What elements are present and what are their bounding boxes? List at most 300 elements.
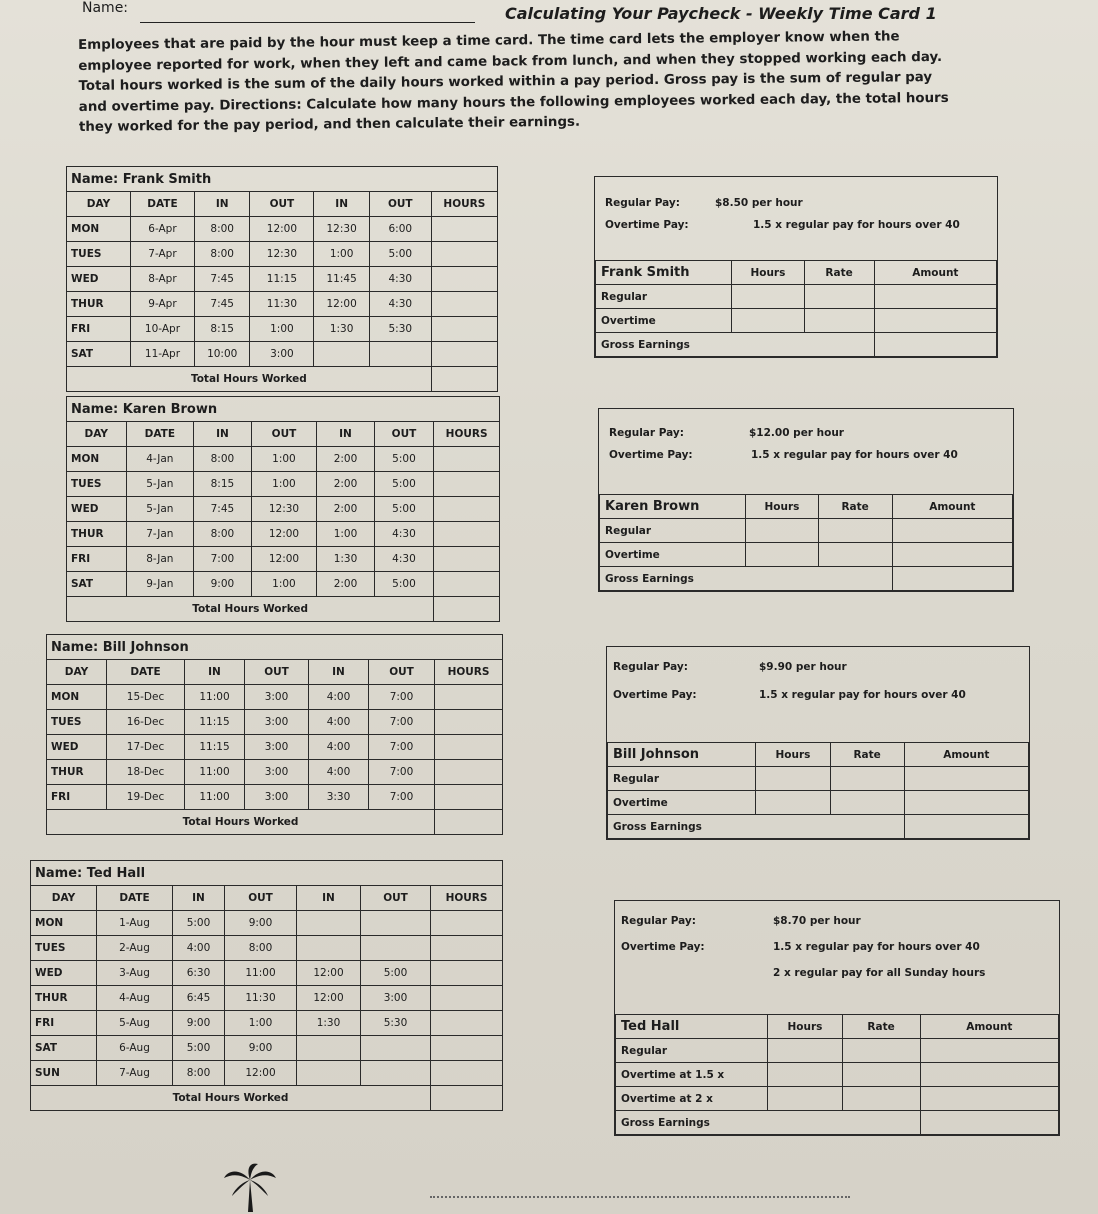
time-cell <box>297 1036 361 1061</box>
column-header: Amount <box>892 495 1012 519</box>
answer-cell[interactable] <box>892 519 1012 543</box>
time-cell: 7:00 <box>369 785 435 810</box>
time-cell: THUR <box>31 986 97 1011</box>
hours-cell[interactable] <box>431 342 497 367</box>
earnings-row-label: Regular <box>600 519 746 543</box>
name-blank-line[interactable] <box>140 22 475 23</box>
column-header: Rate <box>842 1015 920 1039</box>
earnings-row-label: Gross Earnings <box>616 1111 921 1135</box>
time-cell: 1:00 <box>314 242 369 267</box>
time-cell: 3:00 <box>245 785 309 810</box>
answer-cell[interactable] <box>768 1087 842 1111</box>
time-cell: 12:00 <box>251 547 317 572</box>
time-cell: SAT <box>31 1036 97 1061</box>
column-header: HOURS <box>431 886 503 911</box>
answer-cell[interactable] <box>904 791 1028 815</box>
time-cell: 4-Aug <box>97 986 173 1011</box>
table-row <box>31 1036 503 1061</box>
employee-name: Name: Bill Johnson <box>47 635 503 660</box>
total-hours-label: Total Hours Worked <box>47 810 435 835</box>
time-cell: 7:45 <box>194 497 251 522</box>
time-cell: 12:00 <box>297 986 361 1011</box>
column-header: IN <box>194 422 251 447</box>
column-header: OUT <box>361 886 431 911</box>
time-cell <box>361 1036 431 1061</box>
answer-cell[interactable] <box>732 285 804 309</box>
earnings-row <box>608 767 1029 791</box>
time-cell: 11:00 <box>185 785 245 810</box>
time-cell: 4:30 <box>374 522 434 547</box>
time-cell: 8:00 <box>194 447 251 472</box>
time-cell: 9:00 <box>173 1011 225 1036</box>
table-row <box>67 292 498 317</box>
earnings-row-label: Overtime <box>596 309 732 333</box>
hours-cell[interactable] <box>431 986 503 1011</box>
hours-cell[interactable] <box>431 217 497 242</box>
regular-pay-rate: $8.50 per hour <box>715 197 803 209</box>
answer-cell[interactable] <box>842 1087 920 1111</box>
time-cell: 12:30 <box>314 217 369 242</box>
earnings-row <box>600 543 1013 567</box>
answer-cell[interactable] <box>768 1063 842 1087</box>
column-header: Amount <box>874 261 996 285</box>
table-row <box>47 785 503 810</box>
time-cell: 12:00 <box>250 217 314 242</box>
earnings-box-3 <box>606 646 1030 840</box>
answer-cell[interactable] <box>756 791 830 815</box>
column-header: Rate <box>818 495 892 519</box>
hours-cell[interactable] <box>435 735 503 760</box>
time-cell: 5:00 <box>173 911 225 936</box>
time-cell: TUES <box>67 472 127 497</box>
time-cell: FRI <box>67 317 131 342</box>
answer-cell[interactable] <box>892 567 1012 591</box>
column-header: Hours <box>768 1015 842 1039</box>
time-cell: 6-Apr <box>130 217 194 242</box>
time-cell: WED <box>67 267 131 292</box>
answer-cell[interactable] <box>746 519 818 543</box>
table-row <box>67 522 500 547</box>
regular-pay-rate: $8.70 per hour <box>773 915 861 927</box>
answer-cell[interactable] <box>920 1063 1058 1087</box>
time-cell: 3:00 <box>245 760 309 785</box>
column-header: DATE <box>97 886 173 911</box>
timecard-header-row <box>67 422 500 447</box>
time-cell: 19-Dec <box>107 785 185 810</box>
time-cell: 9:00 <box>225 1036 297 1061</box>
time-cell: 1:00 <box>317 522 374 547</box>
time-cell: 2-Aug <box>97 936 173 961</box>
table-row <box>67 267 498 292</box>
answer-cell[interactable] <box>874 333 996 357</box>
table-row <box>47 710 503 735</box>
time-cell: 3-Aug <box>97 961 173 986</box>
time-cell <box>361 936 431 961</box>
column-header: OUT <box>251 422 317 447</box>
time-cell: 1-Aug <box>97 911 173 936</box>
footer-dotted-line <box>430 1196 850 1198</box>
employee-name: Name: Karen Brown <box>67 397 500 422</box>
hours-cell[interactable] <box>434 447 500 472</box>
answer-cell[interactable] <box>804 285 874 309</box>
earnings-box-1 <box>594 176 998 358</box>
table-row <box>31 911 503 936</box>
answer-cell[interactable] <box>746 543 818 567</box>
earnings-row-label: Regular <box>608 767 756 791</box>
time-cell <box>314 342 369 367</box>
time-cell <box>297 911 361 936</box>
time-cell: 2:00 <box>317 497 374 522</box>
column-header: HOURS <box>434 422 500 447</box>
answer-cell[interactable] <box>920 1087 1058 1111</box>
table-row <box>31 1061 503 1086</box>
hours-cell[interactable] <box>431 961 503 986</box>
column-header: IN <box>317 422 374 447</box>
column-header: Hours <box>746 495 818 519</box>
table-row <box>67 217 498 242</box>
overtime-pay-rule: 1.5 x regular pay for hours over 40 <box>773 941 980 953</box>
time-cell: 4:30 <box>374 547 434 572</box>
regular-pay-label: Regular Pay: <box>621 915 696 927</box>
hours-cell[interactable] <box>431 242 497 267</box>
hours-cell[interactable] <box>435 760 503 785</box>
total-hours-cell[interactable] <box>431 1086 503 1111</box>
column-header: DAY <box>31 886 97 911</box>
column-header: HOURS <box>435 660 503 685</box>
time-cell: 8-Jan <box>126 547 194 572</box>
time-cell: 5-Aug <box>97 1011 173 1036</box>
hours-cell[interactable] <box>431 1036 503 1061</box>
earnings-row-label: Gross Earnings <box>600 567 893 591</box>
total-hours-cell[interactable] <box>434 597 500 622</box>
earnings-row <box>596 309 997 333</box>
column-header: OUT <box>250 192 314 217</box>
earnings-row-label: Overtime <box>600 543 746 567</box>
time-cell: 11:15 <box>250 267 314 292</box>
column-header: DAY <box>67 422 127 447</box>
answer-cell[interactable] <box>904 815 1028 839</box>
timecard-2 <box>66 396 500 622</box>
earnings-row <box>616 1039 1059 1063</box>
overtime-pay-rule: 1.5 x regular pay for hours over 40 <box>759 689 966 701</box>
hours-cell[interactable] <box>431 1061 503 1086</box>
time-cell: 1:30 <box>317 547 374 572</box>
time-cell: 1:30 <box>297 1011 361 1036</box>
time-cell: 4:30 <box>369 267 431 292</box>
hours-cell[interactable] <box>434 497 500 522</box>
answer-cell[interactable] <box>756 767 830 791</box>
column-header: IN <box>173 886 225 911</box>
answer-cell[interactable] <box>768 1039 842 1063</box>
time-cell: MON <box>31 911 97 936</box>
time-cell <box>369 342 431 367</box>
time-cell: 5:00 <box>369 242 431 267</box>
time-cell: 2:00 <box>317 472 374 497</box>
employee-name: Frank Smith <box>596 261 732 285</box>
hours-cell[interactable] <box>434 472 500 497</box>
earnings-row <box>616 1111 1059 1135</box>
time-cell: FRI <box>47 785 107 810</box>
answer-cell[interactable] <box>892 543 1012 567</box>
time-cell: 11:30 <box>250 292 314 317</box>
time-cell <box>297 936 361 961</box>
earnings-row-label: Regular <box>596 285 732 309</box>
time-cell: 8:00 <box>194 242 249 267</box>
timecard-1 <box>66 166 498 392</box>
answer-cell[interactable] <box>732 309 804 333</box>
answer-cell[interactable] <box>818 543 892 567</box>
regular-pay-rate: $9.90 per hour <box>759 661 847 673</box>
time-cell: 5:00 <box>361 961 431 986</box>
time-cell: 5:30 <box>361 1011 431 1036</box>
time-cell: 5:00 <box>374 497 434 522</box>
time-cell: WED <box>67 497 127 522</box>
earnings-row <box>600 567 1013 591</box>
time-cell: 6:45 <box>173 986 225 1011</box>
total-hours-cell[interactable] <box>431 367 497 392</box>
earnings-row <box>596 333 997 357</box>
time-cell: 17-Dec <box>107 735 185 760</box>
time-cell: MON <box>67 447 127 472</box>
answer-cell[interactable] <box>842 1063 920 1087</box>
total-hours-label: Total Hours Worked <box>67 597 434 622</box>
palm-tree-icon <box>222 1162 278 1212</box>
time-cell: 12:00 <box>314 292 369 317</box>
time-cell: 4:00 <box>309 685 369 710</box>
table-row <box>67 447 500 472</box>
time-cell: 11:30 <box>225 986 297 1011</box>
time-cell: 9:00 <box>194 572 251 597</box>
column-header: OUT <box>245 660 309 685</box>
time-cell: 7-Jan <box>126 522 194 547</box>
employee-name: Name: Ted Hall <box>31 861 503 886</box>
earnings-box-4 <box>614 900 1060 1136</box>
time-cell: 3:30 <box>309 785 369 810</box>
time-cell: SAT <box>67 572 127 597</box>
column-header: HOURS <box>431 192 497 217</box>
time-cell: 8:00 <box>194 522 251 547</box>
regular-pay-label: Regular Pay: <box>605 197 680 209</box>
table-row <box>47 685 503 710</box>
column-header: IN <box>309 660 369 685</box>
time-cell: 2:00 <box>317 447 374 472</box>
time-cell: MON <box>67 217 131 242</box>
time-cell: 1:00 <box>251 472 317 497</box>
time-cell <box>361 1061 431 1086</box>
time-cell: 6:30 <box>173 961 225 986</box>
answer-cell[interactable] <box>920 1111 1058 1135</box>
time-cell: 7:00 <box>369 760 435 785</box>
time-cell: 3:00 <box>245 710 309 735</box>
column-header: Amount <box>920 1015 1058 1039</box>
table-row <box>67 472 500 497</box>
time-cell: MON <box>47 685 107 710</box>
hours-cell[interactable] <box>435 710 503 735</box>
time-cell: 6:00 <box>369 217 431 242</box>
time-cell: 5:00 <box>374 572 434 597</box>
table-row <box>67 342 498 367</box>
table-row <box>67 572 500 597</box>
time-cell: FRI <box>67 547 127 572</box>
time-cell: 8:00 <box>225 936 297 961</box>
answer-cell[interactable] <box>830 767 904 791</box>
hours-cell[interactable] <box>431 267 497 292</box>
time-cell: 11:15 <box>185 735 245 760</box>
earnings-row-label: Overtime <box>608 791 756 815</box>
column-header: Hours <box>732 261 804 285</box>
time-cell: 1:00 <box>251 572 317 597</box>
overtime-pay-rule: 1.5 x regular pay for hours over 40 <box>751 449 958 461</box>
hours-cell[interactable] <box>435 785 503 810</box>
answer-cell[interactable] <box>920 1039 1058 1063</box>
table-row <box>67 242 498 267</box>
answer-cell[interactable] <box>874 309 996 333</box>
time-cell: 12:00 <box>225 1061 297 1086</box>
answer-cell[interactable] <box>874 285 996 309</box>
column-header: Rate <box>830 743 904 767</box>
time-cell: 5-Jan <box>126 472 194 497</box>
hours-cell[interactable] <box>434 547 500 572</box>
time-cell: TUES <box>31 936 97 961</box>
time-cell: 2:00 <box>317 572 374 597</box>
table-row <box>31 961 503 986</box>
regular-pay-label: Regular Pay: <box>613 661 688 673</box>
time-cell: 7-Apr <box>130 242 194 267</box>
timecard-4 <box>30 860 503 1111</box>
time-cell: 11:15 <box>185 710 245 735</box>
answer-cell[interactable] <box>804 309 874 333</box>
time-cell: FRI <box>31 1011 97 1036</box>
time-cell: 8-Apr <box>130 267 194 292</box>
time-cell: 5:00 <box>173 1036 225 1061</box>
column-header: IN <box>194 192 249 217</box>
table-row <box>31 1011 503 1036</box>
column-header: DATE <box>107 660 185 685</box>
employee-name: Karen Brown <box>600 495 746 519</box>
time-cell: 18-Dec <box>107 760 185 785</box>
table-row <box>47 760 503 785</box>
column-header: Rate <box>804 261 874 285</box>
time-cell: 7:00 <box>369 710 435 735</box>
time-cell: 12:30 <box>251 497 317 522</box>
time-cell: 12:00 <box>251 522 317 547</box>
column-header: DAY <box>47 660 107 685</box>
hours-cell[interactable] <box>435 685 503 710</box>
table-row <box>47 735 503 760</box>
column-header: DAY <box>67 192 131 217</box>
time-cell: 7:00 <box>369 735 435 760</box>
hours-cell[interactable] <box>431 292 497 317</box>
earnings-row <box>600 519 1013 543</box>
earnings-row-label: Overtime at 2 x <box>616 1087 768 1111</box>
time-cell: 1:30 <box>314 317 369 342</box>
time-cell: 9-Apr <box>130 292 194 317</box>
time-cell: 7:45 <box>194 267 249 292</box>
time-cell: 4:30 <box>369 292 431 317</box>
column-header: IN <box>185 660 245 685</box>
column-header: DATE <box>126 422 194 447</box>
timecard-header-row <box>47 660 503 685</box>
time-cell: 12:00 <box>297 961 361 986</box>
hours-cell[interactable] <box>431 936 503 961</box>
hours-cell[interactable] <box>434 522 500 547</box>
hours-cell[interactable] <box>434 572 500 597</box>
earnings-row <box>608 815 1029 839</box>
time-cell: 9:00 <box>225 911 297 936</box>
earnings-row <box>608 791 1029 815</box>
regular-pay-label: Regular Pay: <box>609 427 684 439</box>
time-cell: THUR <box>67 292 131 317</box>
time-cell: TUES <box>67 242 131 267</box>
timecard-header-row <box>67 192 498 217</box>
hours-cell[interactable] <box>431 911 503 936</box>
sunday-pay-rule: 2 x regular pay for all Sunday hours <box>773 967 986 979</box>
hours-cell[interactable] <box>431 317 497 342</box>
column-header: DATE <box>130 192 194 217</box>
time-cell: 11:00 <box>185 760 245 785</box>
answer-cell[interactable] <box>830 791 904 815</box>
answer-cell[interactable] <box>818 519 892 543</box>
total-hours-label: Total Hours Worked <box>31 1086 431 1111</box>
time-cell: 16-Dec <box>107 710 185 735</box>
time-cell: 5-Jan <box>126 497 194 522</box>
overtime-pay-rule: 1.5 x regular pay for hours over 40 <box>753 219 960 231</box>
time-cell: 11:00 <box>185 685 245 710</box>
time-cell: 3:00 <box>245 685 309 710</box>
earnings-row <box>616 1063 1059 1087</box>
table-row <box>31 986 503 1011</box>
time-cell: THUR <box>67 522 127 547</box>
hours-cell[interactable] <box>431 1011 503 1036</box>
regular-pay-rate: $12.00 per hour <box>749 427 844 439</box>
intro-directions: Employees that are paid by the hour must keep a time card. The time card lets the employer know when the employee reported for work, when they left and came back from lunch, and when they stopped working each day. Total hours worked is the sum of the daily hours worked within a pay period. Gross pay is the sum of regular pay and overtime pay. Directions: Calculate how many hours the following employees worked each day, the total hours they worked for the pay period, and then calculate their earnings. <box>78 29 949 135</box>
time-cell: THUR <box>47 760 107 785</box>
time-cell: TUES <box>47 710 107 735</box>
time-cell: 3:00 <box>361 986 431 1011</box>
time-cell: 8:00 <box>173 1061 225 1086</box>
total-hours-cell[interactable] <box>435 810 503 835</box>
overtime-pay-label: Overtime Pay: <box>613 689 697 701</box>
time-cell: SUN <box>31 1061 97 1086</box>
earnings-row-label: Gross Earnings <box>608 815 905 839</box>
time-cell: 4:00 <box>173 936 225 961</box>
time-cell: 7-Aug <box>97 1061 173 1086</box>
time-cell: 8:15 <box>194 317 249 342</box>
table-row <box>67 317 498 342</box>
timecard-3 <box>46 634 503 835</box>
time-cell: WED <box>47 735 107 760</box>
column-header: IN <box>297 886 361 911</box>
time-cell: 8:15 <box>194 472 251 497</box>
overtime-pay-label: Overtime Pay: <box>621 941 705 953</box>
time-cell: 4:00 <box>309 735 369 760</box>
time-cell: 4-Jan <box>126 447 194 472</box>
time-cell: 12:30 <box>250 242 314 267</box>
time-cell: 6-Aug <box>97 1036 173 1061</box>
column-header: OUT <box>369 660 435 685</box>
column-header: IN <box>314 192 369 217</box>
time-cell: 10:00 <box>194 342 249 367</box>
time-cell <box>361 911 431 936</box>
time-cell: 1:00 <box>250 317 314 342</box>
earnings-row-label: Regular <box>616 1039 768 1063</box>
time-cell: 4:00 <box>309 760 369 785</box>
answer-cell[interactable] <box>904 767 1028 791</box>
employee-name: Ted Hall <box>616 1015 768 1039</box>
time-cell: 11:00 <box>225 961 297 986</box>
answer-cell[interactable] <box>842 1039 920 1063</box>
table-row <box>31 936 503 961</box>
